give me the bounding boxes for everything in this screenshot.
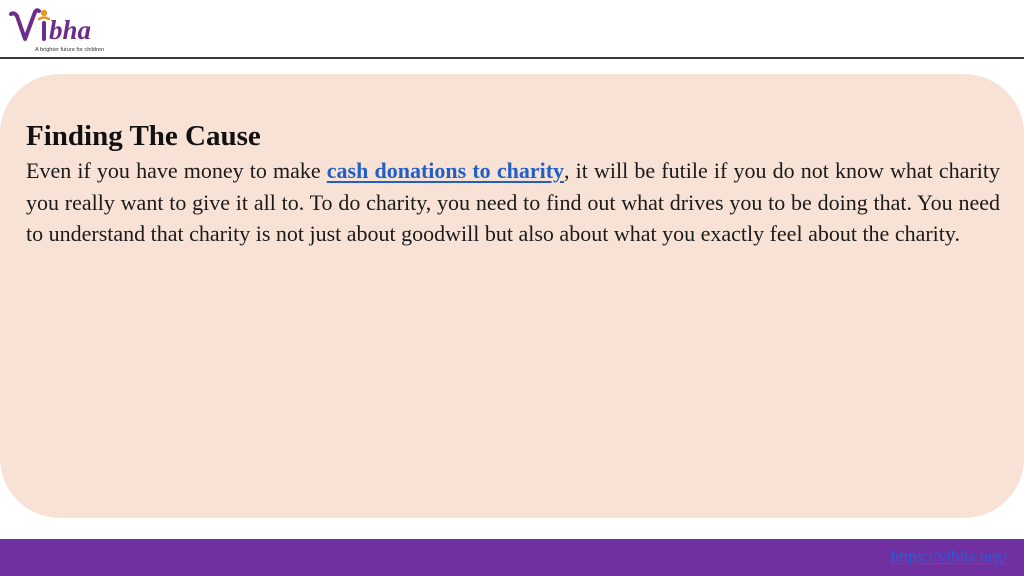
section-title: Finding The Cause xyxy=(26,120,261,152)
svg-text:A brighter future for children: A brighter future for children xyxy=(35,47,105,53)
body-text-rest: , it will be futile if you do not know what charity you really want to give it all to. To do charity, you need to find out what drives you to be doing that. You need to understand that charity is not just about goodwill but also about what you exactly feel about the charity. xyxy=(26,158,1000,246)
content-card xyxy=(0,74,1024,518)
cash-donations-link[interactable]: cash donations to charity xyxy=(326,158,565,183)
footer-bar xyxy=(0,539,1024,576)
section-body xyxy=(26,155,1000,250)
header-divider xyxy=(0,57,1024,59)
vibha-logo-mark xyxy=(8,4,120,58)
vibha-logo xyxy=(8,4,120,58)
body-text-lead: Even if you have money to make xyxy=(26,158,327,183)
footer-url-link[interactable]: https://vibha.org/ xyxy=(890,547,1007,566)
svg-text:bha: bha xyxy=(49,15,92,45)
